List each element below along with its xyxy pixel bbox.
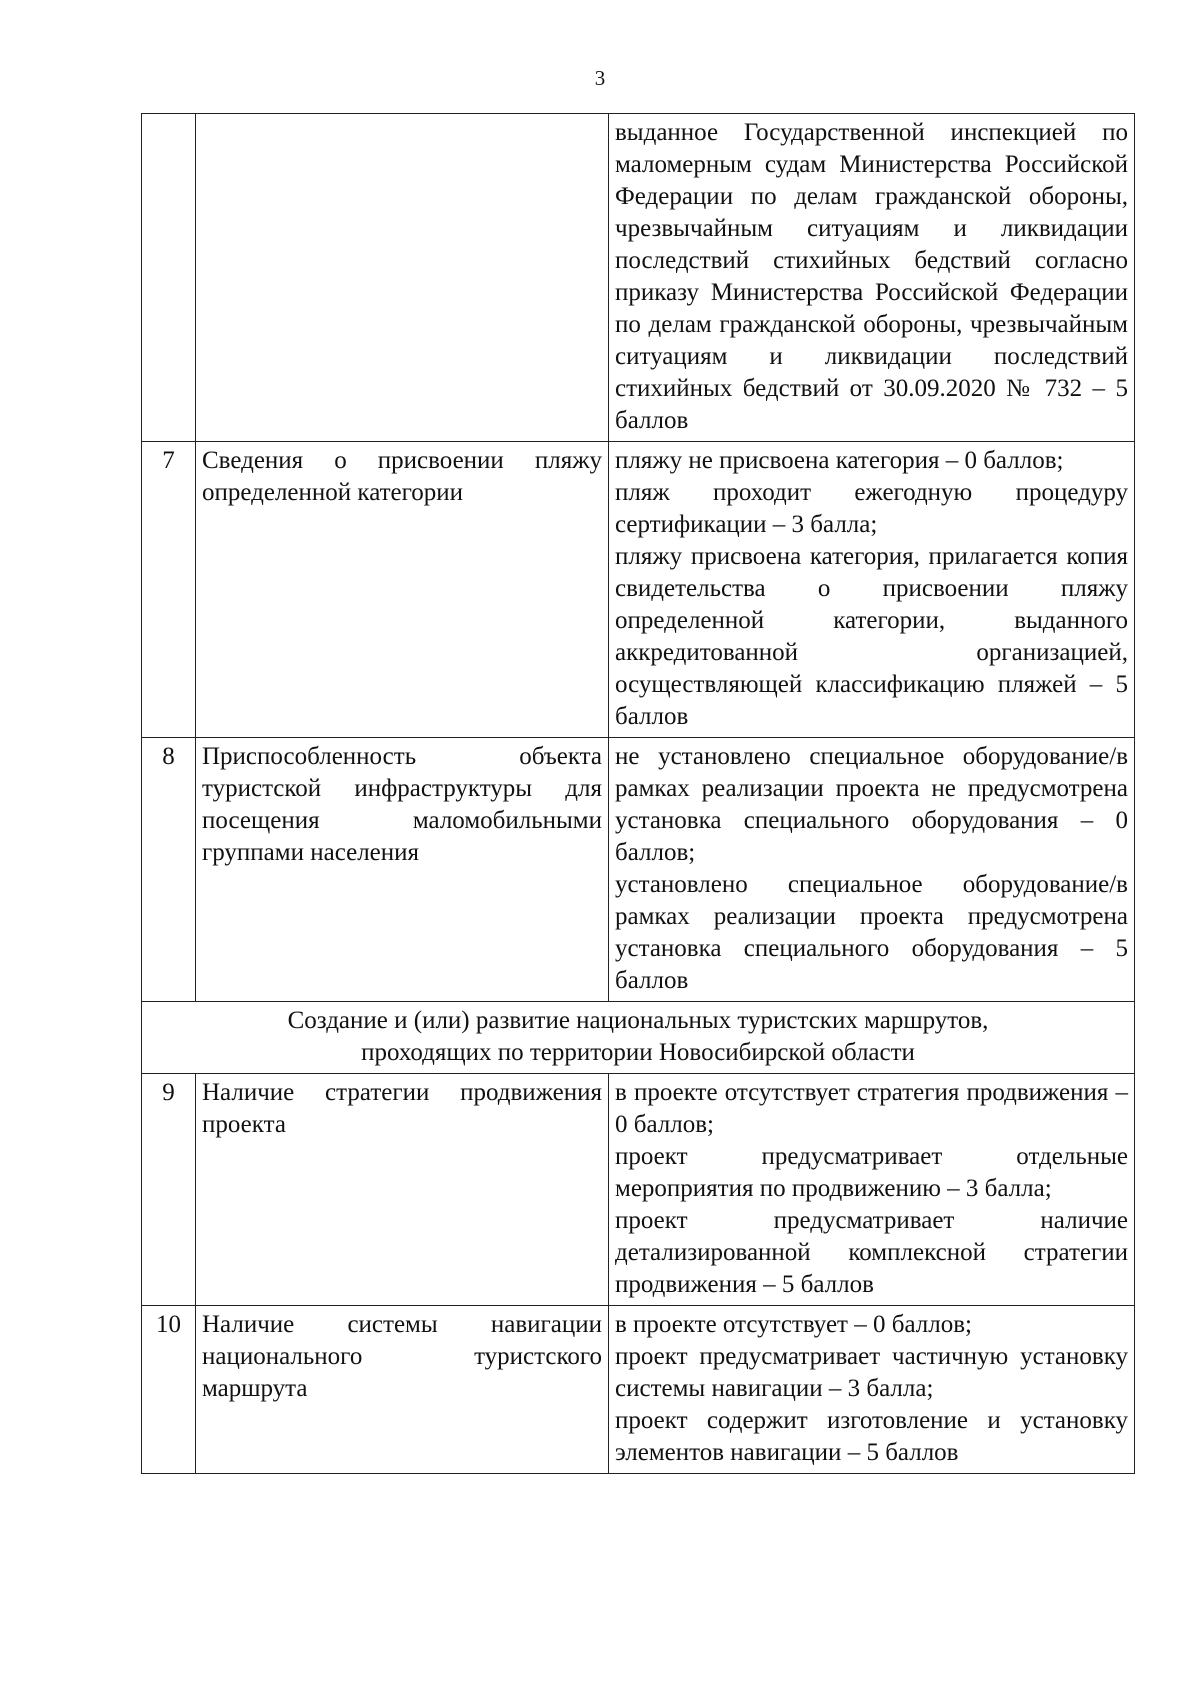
- table-row: [142, 1074, 1135, 1306]
- score-item: пляжу не присвоена категория – 0 баллов;: [615, 447, 1064, 474]
- section-heading: [142, 1002, 1135, 1074]
- criteria-table: [141, 113, 1135, 1474]
- criterion-name: Приспособленность объекта туристской инфраструктуры для посещения маломобильными группами населения: [196, 738, 609, 1002]
- score-cell: [609, 1306, 1135, 1474]
- section-heading-line: Создание и (или) развитие национальных туристских маршрутов,: [287, 1007, 989, 1034]
- table-row: [142, 738, 1135, 1002]
- score-item: в проекте отсутствует – 0 баллов;: [615, 1311, 972, 1338]
- criterion-name: Наличие системы навигации национального туристского маршрута: [196, 1306, 609, 1474]
- section-row: [142, 1002, 1135, 1074]
- score-item: пляж проходит ежегодную процедуру сертификации – 3 балла;: [615, 479, 1128, 538]
- row-number: 7: [142, 442, 196, 738]
- score-item: проект предусматривает наличие детализированной комплексной стратегии продвижения – 5 баллов: [615, 1207, 1128, 1298]
- section-heading-line: проходящих по территории Новосибирской области: [361, 1039, 915, 1066]
- table-row: [142, 1306, 1135, 1474]
- score-item: установлено специальное оборудование/в рамках реализации проекта предусмотрена установка специального оборудования – 5 баллов: [615, 871, 1128, 994]
- score-item: в проекте отсутствует стратегия продвижения – 0 баллов;: [615, 1079, 1128, 1138]
- row-number: [142, 114, 196, 442]
- score-item: проект предусматривает частичную установку системы навигации – 3 балла;: [615, 1343, 1128, 1402]
- page-number: 3: [594, 66, 606, 90]
- table-row: [142, 114, 1135, 442]
- score-cell: [609, 442, 1135, 738]
- score-item: проект содержит изготовление и установку элементов навигации – 5 баллов: [615, 1407, 1128, 1466]
- criterion-name: Наличие стратегии продвижения проекта: [196, 1074, 609, 1306]
- score-cell: [609, 738, 1135, 1002]
- row-number: 10: [142, 1306, 196, 1474]
- table-row: [142, 442, 1135, 738]
- criterion-name: [196, 114, 609, 442]
- score-item: не установлено специальное оборудование/в рамках реализации проекта не предусмотрена установка специального оборудования – 0 баллов;: [615, 743, 1128, 866]
- score-cell: [609, 114, 1135, 442]
- score-cell: [609, 1074, 1135, 1306]
- row-number: 9: [142, 1074, 196, 1306]
- criterion-name: Сведения о присвоении пляжу определенной категории: [196, 442, 609, 738]
- score-item: пляжу присвоена категория, прилагается копия свидетельства о присвоении пляжу определенной категории, выданного аккредитованной организацией, осуществляющей классификацию пляжей – 5 баллов: [615, 543, 1128, 730]
- score-item: проект предусматривает отдельные мероприятия по продвижению – 3 балла;: [615, 1143, 1128, 1202]
- row-number: 8: [142, 738, 196, 1002]
- score-item: выданное Государственной инспекцией по маломерным судам Министерства Российской Федерации по делам гражданской обороны, чрезвычайным ситуациям и ликвидации последствий стихийных бедствий согласно приказу Министерства Российской Федерации по делам гражданской обороны, чрезвычайным ситуациям и ликвидации последствий стихийных бедствий от 30.09.2020 № 732 – 5 баллов: [615, 119, 1128, 434]
